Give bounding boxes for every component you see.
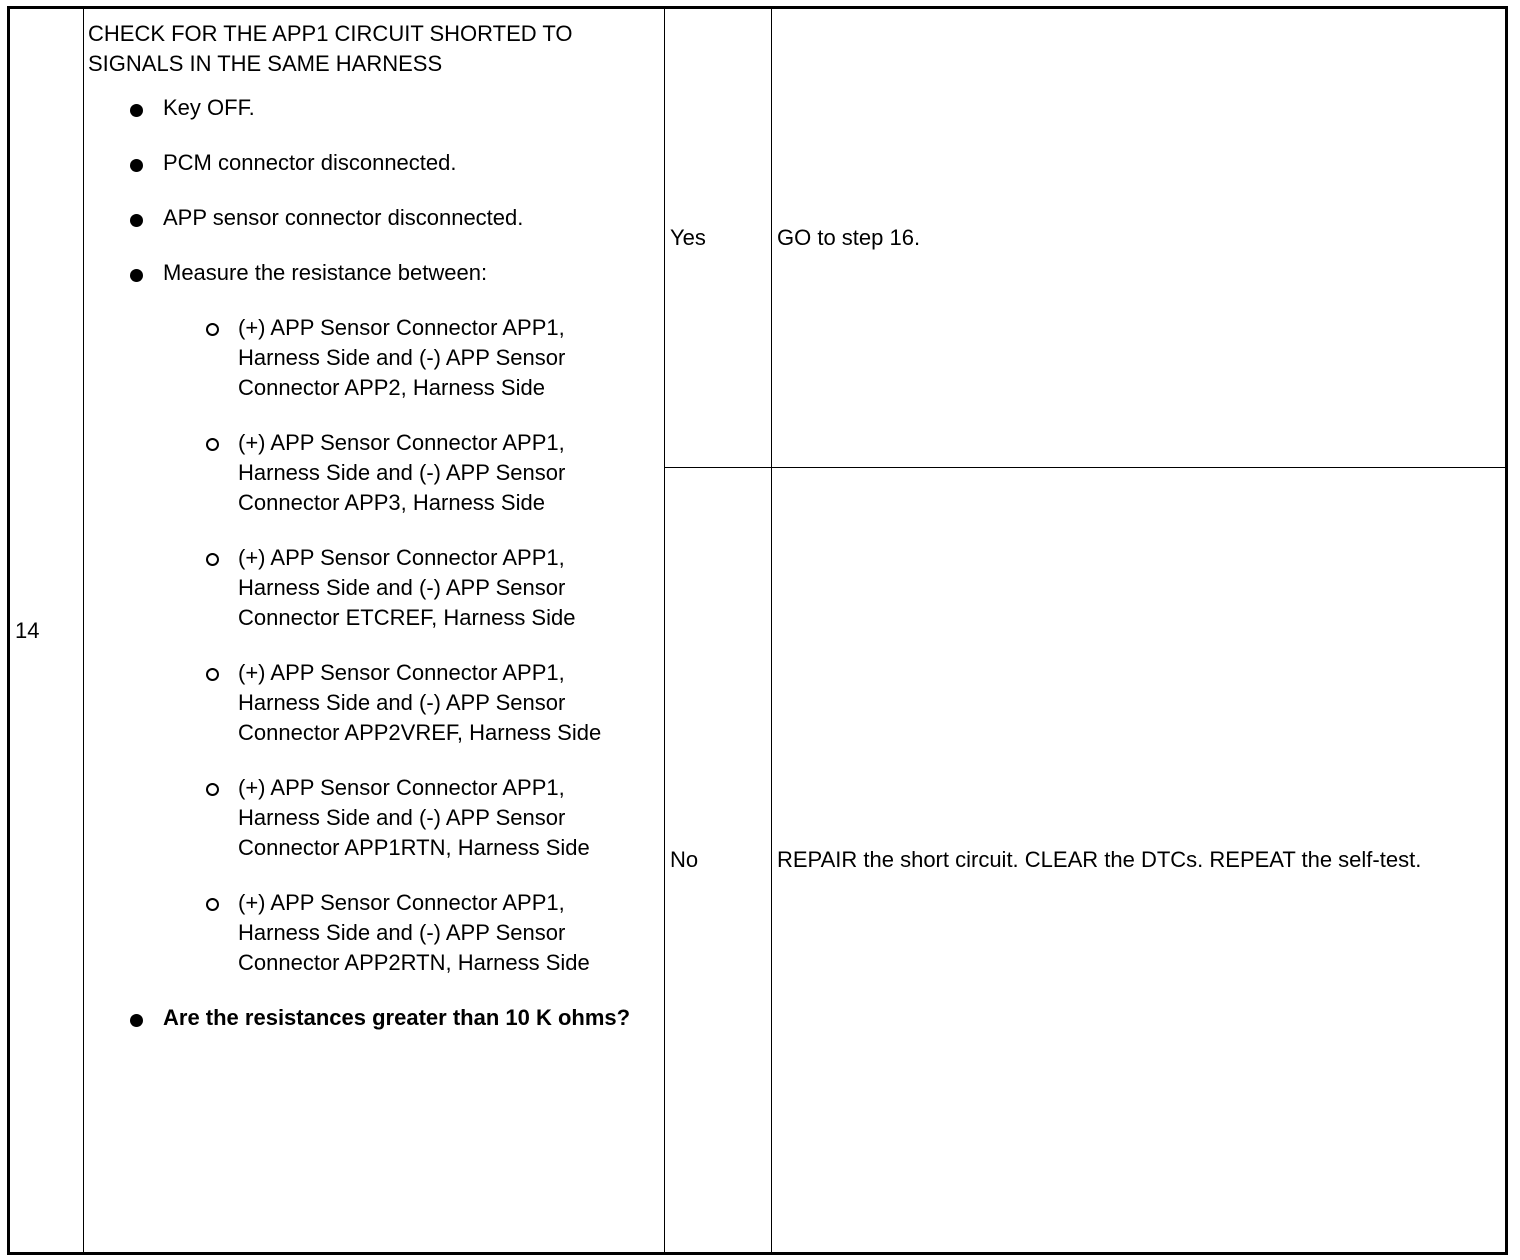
step-title: CHECK FOR THE APP1 CIRCUIT SHORTED TO SIGNALS IN THE SAME HARNESS (88, 21, 573, 76)
action-item: Key OFF. (88, 93, 658, 123)
measurement-item: (+) APP Sensor Connector APP1, Harness Side and (-) APP Sensor Connector APP2RTN, Harness Side (88, 888, 658, 978)
measurement-list (163, 313, 658, 978)
diagnostic-step-table (7, 6, 1508, 1255)
measurement-item: (+) APP Sensor Connector APP1, Harness Side and (-) APP Sensor Connector APP2VREF, Harness Side (88, 658, 658, 748)
result-yes-action: GO to step 16. (772, 8, 1507, 468)
circle-bullet-icon (206, 898, 219, 911)
circle-bullet-icon (206, 668, 219, 681)
measurement-item: (+) APP Sensor Connector APP1, Harness Side and (-) APP Sensor Connector APP3, Harness Side (88, 428, 658, 518)
action-list (88, 93, 658, 1033)
step-number: 14 (9, 8, 84, 1254)
circle-bullet-icon (206, 553, 219, 566)
result-no-label: No (665, 468, 772, 1254)
bullet-icon (130, 159, 143, 172)
circle-bullet-icon (206, 323, 219, 336)
measurement-item: (+) APP Sensor Connector APP1, Harness Side and (-) APP Sensor Connector APP2, Harness Side (88, 313, 658, 403)
step-question: Are the resistances greater than 10 K ohms? (163, 1005, 631, 1030)
result-no-action: REPAIR the short circuit. CLEAR the DTCs. REPEAT the self-test. (772, 468, 1507, 1254)
step-actions (84, 8, 665, 1254)
action-item: Measure the resistance between: (+) APP Sensor Connector APP1, Harness Side and (-) APP Sensor Connector APP2, Harness Side (+) APP Sensor Connector APP1, Harness Side and (-) APP Sensor Connector APP3, Harness Side (+) APP Sensor Connector APP1, Harness Side and (-) APP Sensor Connector ETCREF, Harness Side (+) APP Sensor Connector APP1, Harness Side and (-) APP Sensor Connector APP2VREF, Harness Side (+) APP Sensor Connector APP1, Harness Side and (-) APP Sensor Connector APP1RTN, Harness Side (+) APP Sensor Connector APP1, Harness Side and (-) APP Sensor Connector APP2RTN, Harness Side (88, 258, 658, 978)
bullet-icon (130, 1014, 143, 1027)
action-item: APP sensor connector disconnected. (88, 203, 658, 233)
result-row-yes (9, 8, 1507, 468)
bullet-icon (130, 104, 143, 117)
result-yes-label: Yes (665, 8, 772, 468)
measurement-item: (+) APP Sensor Connector APP1, Harness Side and (-) APP Sensor Connector APP1RTN, Harness Side (88, 773, 658, 863)
circle-bullet-icon (206, 783, 219, 796)
bullet-icon (130, 269, 143, 282)
bullet-icon (130, 214, 143, 227)
circle-bullet-icon (206, 438, 219, 451)
action-item: PCM connector disconnected. (88, 148, 658, 178)
question-item (88, 1003, 658, 1033)
measurement-item: (+) APP Sensor Connector APP1, Harness Side and (-) APP Sensor Connector ETCREF, Harness Side (88, 543, 658, 633)
